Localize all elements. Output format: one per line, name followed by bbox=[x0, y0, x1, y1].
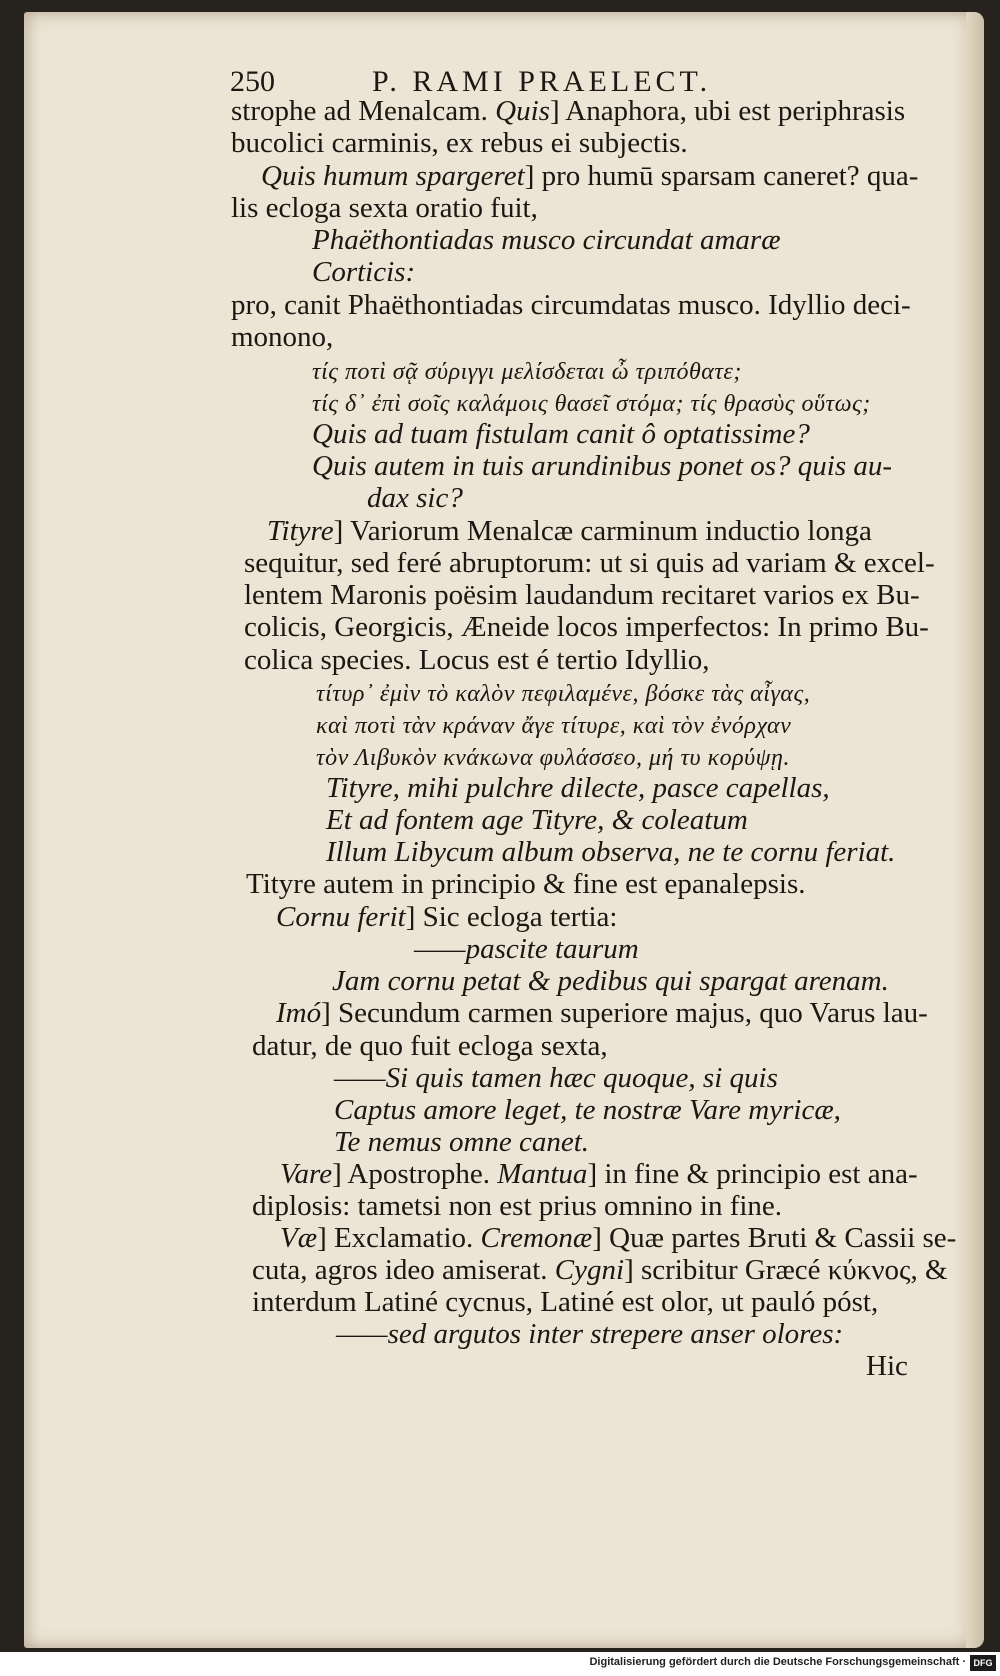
text-line bbox=[276, 997, 928, 1029]
footer-bar bbox=[0, 1652, 1000, 1676]
text-line bbox=[252, 1190, 782, 1222]
text-line bbox=[312, 256, 415, 288]
roman-text: ] Variorum Menalcæ carminum inductio longa bbox=[333, 515, 872, 547]
italic-text: Cremonæ bbox=[480, 1222, 593, 1254]
text-line bbox=[312, 354, 742, 388]
italic-text: Corticis: bbox=[312, 256, 416, 288]
roman-text: interdum Latiné cycnus, Latiné est olor, ut pauló póst, bbox=[252, 1286, 879, 1318]
dfg-logo-icon: DFG bbox=[970, 1655, 996, 1671]
text-line bbox=[414, 933, 639, 965]
roman-text: monono, bbox=[231, 321, 334, 353]
text-line bbox=[231, 289, 911, 321]
roman-text: ] Secundum carmen superiore majus, quo Varus lau- bbox=[321, 997, 928, 1029]
roman-text: colicis, Georgicis, Æneide locos imperfectos: In primo Bu- bbox=[244, 611, 929, 643]
text-line bbox=[276, 901, 617, 933]
text-line bbox=[231, 321, 333, 353]
text-line bbox=[326, 804, 748, 836]
italic-text: dax sic? bbox=[367, 482, 463, 514]
italic-text: Te nemus omne canet. bbox=[334, 1126, 590, 1158]
text-line bbox=[316, 708, 791, 742]
text-line bbox=[231, 192, 538, 224]
roman-text: diplosis: tametsi non est prius omnino in fine. bbox=[252, 1190, 783, 1222]
roman-text: bucolici carminis, ex rebus ei subjectis. bbox=[231, 127, 688, 159]
italic-text: Quis bbox=[495, 95, 550, 127]
italic-text: Cygni bbox=[554, 1254, 625, 1286]
greek-text: τίς δ᾽ ἐπὶ σοῖς καλάμοις θασεῖ στόμα; τίς θρασὺς οὕτως; bbox=[312, 391, 871, 417]
text-line bbox=[231, 95, 905, 127]
text-line bbox=[267, 515, 872, 547]
roman-text: ] in fine & principio est ana- bbox=[587, 1158, 918, 1190]
italic-text: Quis humum spargeret bbox=[261, 160, 525, 192]
text-line bbox=[336, 1318, 843, 1350]
roman-text: Tityre autem in principio & fine est epanalepsis. bbox=[246, 868, 806, 900]
roman-text: Hic bbox=[866, 1350, 908, 1382]
greek-text: καὶ ποτὶ τὰν κράναν ἄγε τίτυρε, καὶ τὸν ἐνόρχαν bbox=[316, 713, 792, 739]
roman-text: ] Apostrophe. bbox=[332, 1158, 498, 1190]
text-line bbox=[326, 836, 895, 868]
roman-text: colica species. Locus est é tertio Idyllio, bbox=[244, 644, 710, 676]
text-line bbox=[244, 579, 920, 611]
text-line bbox=[334, 1126, 589, 1158]
italic-text: Vare bbox=[280, 1158, 333, 1190]
greek-text: τίτυρ᾽ ἐμὶν τὸ καλὸν πεφιλαμένε, βόσκε τὰς αἶγας, bbox=[316, 681, 811, 707]
italic-text: Væ bbox=[280, 1222, 318, 1254]
roman-text: sequitur, sed feré abruptorum: ut si quis ad variam & excel- bbox=[244, 547, 935, 579]
text-line bbox=[231, 127, 688, 159]
text-line bbox=[244, 611, 929, 643]
running-title: P. RAMI PRAELECT. bbox=[372, 65, 712, 98]
italic-text: Mantua bbox=[497, 1158, 588, 1190]
roman-text: ] scribitur Græcé κύκνος, & bbox=[624, 1254, 948, 1286]
text-line bbox=[866, 1350, 908, 1382]
italic-text: Phaëthontiadas musco circundat amaræ bbox=[312, 224, 781, 256]
italic-text: Et ad fontem age Tityre, & coleatum bbox=[326, 804, 748, 836]
italic-text: Tityre, mihi pulchre dilecte, pasce capellas, bbox=[326, 772, 830, 804]
italic-text: ——Si quis tamen hæc quoque, si quis bbox=[334, 1062, 778, 1094]
italic-text: ——pascite taurum bbox=[414, 933, 639, 965]
text-line bbox=[252, 1254, 948, 1286]
text-line bbox=[316, 740, 790, 774]
text-line bbox=[280, 1158, 918, 1190]
text-line bbox=[326, 772, 830, 804]
italic-text: ——sed argutos inter strepere anser olores: bbox=[336, 1318, 844, 1350]
greek-text: τίς ποτὶ σᾷ σύριγγι μελίσδεται ὦ τριπόθατε; bbox=[312, 359, 742, 385]
text-line bbox=[244, 547, 935, 579]
italic-text: Quis autem in tuis arundinibus ponet os? quis au- bbox=[312, 450, 893, 482]
text-line bbox=[246, 868, 805, 900]
text-line bbox=[280, 1222, 956, 1254]
italic-text: Tityre bbox=[267, 515, 334, 547]
text-line bbox=[252, 1286, 878, 1318]
roman-text: lis ecloga sexta oratio fuit, bbox=[231, 192, 538, 224]
roman-text: ] Quæ partes Bruti & Cassii se- bbox=[592, 1222, 957, 1254]
roman-text: pro, canit Phaëthontiadas circumdatas musco. Idyllio deci- bbox=[231, 289, 911, 321]
italic-text: Quis ad tuam fistulam canit ô optatissime? bbox=[312, 418, 810, 450]
roman-text: ] pro humū sparsam caneret? qua- bbox=[524, 160, 919, 192]
text-line bbox=[312, 386, 871, 420]
text-line bbox=[312, 224, 781, 256]
roman-text: ] Sic ecloga tertia: bbox=[405, 901, 618, 933]
text-line bbox=[334, 1094, 841, 1126]
text-line bbox=[261, 160, 918, 192]
italic-text: Imó bbox=[276, 997, 322, 1029]
text-line bbox=[244, 644, 709, 676]
text-line bbox=[332, 965, 889, 997]
page-number: 250 bbox=[230, 65, 275, 98]
text-line bbox=[252, 1030, 608, 1062]
roman-text: lentem Maronis poësim laudandum recitaret varios ex Bu- bbox=[244, 579, 920, 611]
text-line bbox=[316, 676, 810, 710]
italic-text: Illum Libycum album observa, ne te cornu feriat. bbox=[326, 836, 896, 868]
greek-text: τὸν Λιβυκὸν κνάκωνα φυλάσσεο, μή τυ κορύψῃ. bbox=[316, 745, 790, 771]
italic-text: Cornu ferit bbox=[276, 901, 406, 933]
roman-text: ] Anaphora, ubi est periphrasis bbox=[549, 95, 906, 127]
roman-text: cuta, agros ideo amiserat. bbox=[252, 1254, 555, 1286]
roman-text: ] Exclamatio. bbox=[317, 1222, 481, 1254]
italic-text: Jam cornu petat & pedibus qui spargat arenam. bbox=[332, 965, 889, 997]
text-line bbox=[312, 450, 892, 482]
footer-credit: Digitalisierung gefördert durch die Deutsche Forschungsgemeinschaft · bbox=[589, 1656, 966, 1668]
italic-text: Captus amore leget, te nostræ Vare myricæ, bbox=[334, 1094, 841, 1126]
roman-text: datur, de quo fuit ecloga sexta, bbox=[252, 1030, 608, 1062]
text-line bbox=[334, 1062, 778, 1094]
page-text bbox=[24, 12, 984, 1648]
book-page bbox=[24, 12, 984, 1648]
roman-text: strophe ad Menalcam. bbox=[231, 95, 496, 127]
text-line bbox=[367, 482, 463, 514]
text-line bbox=[312, 418, 810, 450]
